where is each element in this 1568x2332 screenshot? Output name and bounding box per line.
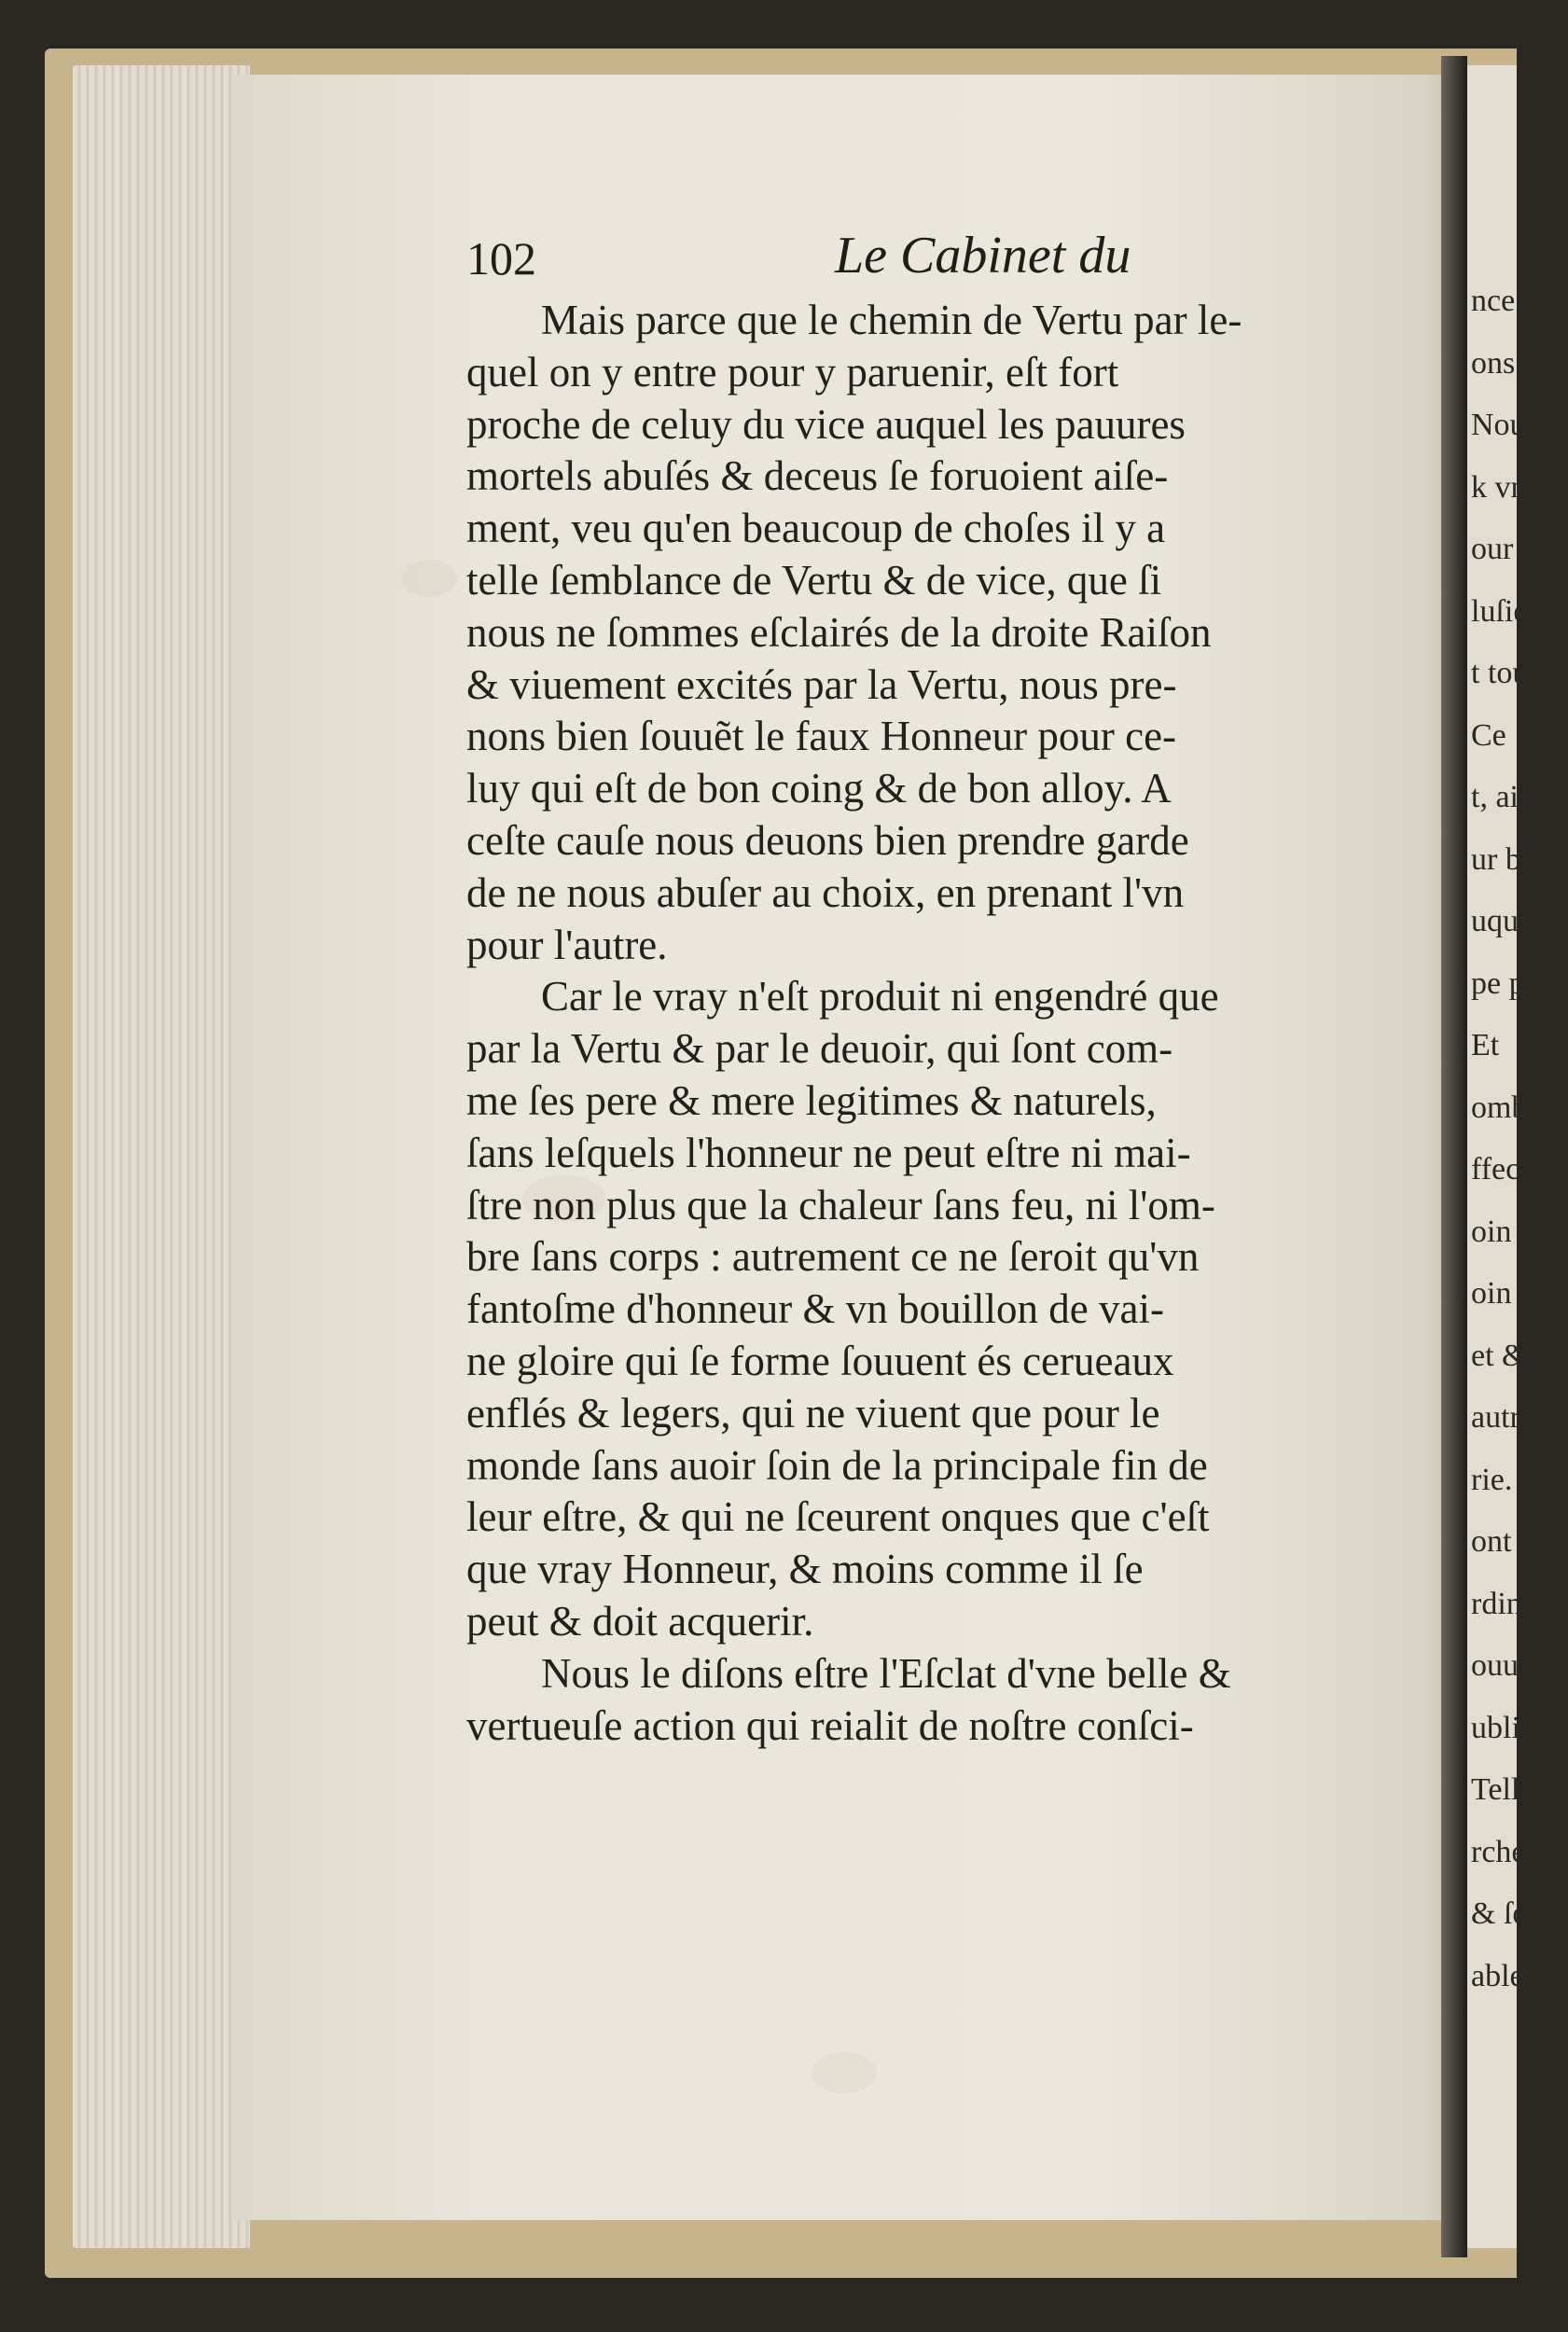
text-line: peut & doit acquerir. — [466, 1597, 814, 1645]
text-line: monde ſans auoir ſoin de la principale fin de — [466, 1441, 1208, 1489]
text-line: nons bien ſouuẽt le faux Honneur pour ce- — [466, 713, 1177, 760]
text-line: de ne nous abuſer au choix, en prenant l'vn — [466, 868, 1185, 916]
facing-page-line: oin e — [1471, 1276, 1534, 1311]
text-line: ſtre non plus que la chaleur ſans feu, ni l'om- — [466, 1181, 1215, 1228]
text-line: ne gloire qui ſe forme ſouuent és cerueaux — [466, 1337, 1174, 1384]
text-line: Mais parce que le chemin de Vertu par le- — [541, 297, 1242, 343]
text-line: que vray Honneur, & moins comme il ſe — [466, 1546, 1144, 1593]
text-line: leur eſtre, & qui ne ſceurent onques que c'eſt — [466, 1493, 1210, 1541]
text-line: telle ſemblance de Vertu & de vice, que ſi — [466, 556, 1162, 604]
text-line: vertueuſe action qui reialit de noſtre conſci- — [466, 1701, 1194, 1749]
text-line: & viuement excités par la Vertu, nous pre- — [466, 660, 1177, 708]
page-edges — [73, 65, 250, 2248]
text-line: Nous le diſons eſtre l'Eſclat d'vne belle & — [541, 1649, 1231, 1697]
text-line: pour l'autre. — [466, 921, 668, 968]
text-line: enflés & legers, qui ne viuent que pour le — [466, 1389, 1160, 1437]
text-line: ment, veu qu'en beaucoup de choſes il y a — [466, 505, 1166, 552]
facing-page-line: ombr — [1471, 1090, 1538, 1125]
facing-page-line: ons. — [1471, 345, 1523, 381]
facing-page-line: nce à la — [1471, 284, 1568, 318]
text-line: par la Vertu & par le deuoir, qui ſont com- — [466, 1025, 1173, 1073]
facing-page-text — [1471, 271, 1568, 2007]
facing-page-line: t, ain — [1471, 780, 1534, 814]
foxing-spot — [812, 2052, 877, 2093]
foxing-spot — [401, 560, 457, 597]
facing-page-line: autru — [1471, 1400, 1536, 1435]
facing-page-line: luſieu — [1471, 593, 1544, 629]
text-line: ſans leſquels l'honneur ne peut eſtre ni mai- — [466, 1129, 1191, 1176]
facing-page-line: our le — [1471, 532, 1545, 566]
facing-page-line: & ſe — [1471, 1896, 1527, 1931]
page-header — [466, 227, 1418, 297]
facing-page-line: ublic, — [1471, 1710, 1543, 1745]
facing-page-line: uquel — [1471, 904, 1542, 938]
text-line: ceſte cauſe nous deuons bien prendre garde — [466, 816, 1189, 864]
facing-page-line: Ce — [1471, 717, 1506, 753]
text-line: luy qui eſt de bon coing & de bon alloy. A — [466, 765, 1172, 812]
text-line: Car le vray n'eſt produit ni engendré que — [541, 973, 1219, 1020]
facing-page-line: ouuo — [1471, 1648, 1534, 1683]
facing-page-line: Nou — [1471, 408, 1526, 442]
facing-page-line: ur bi — [1471, 841, 1531, 877]
facing-page-line: ffectio — [1471, 1152, 1554, 1187]
book-gutter — [1441, 56, 1467, 2257]
facing-page-line: t tous — [1471, 656, 1541, 690]
facing-page-line: oin de — [1471, 1214, 1550, 1249]
page-number: 102 — [466, 232, 536, 285]
facing-page-line: et & t — [1471, 1338, 1544, 1373]
text-line: quel on y entre pour y paruenir, eſt fort — [466, 348, 1119, 396]
facing-page-line: ont p — [1471, 1524, 1535, 1559]
facing-page-line: ables — [1471, 1958, 1536, 1993]
text-line: nous ne ſommes eſclairés de la droite Raiſon — [466, 608, 1212, 656]
body-text — [466, 295, 1418, 1752]
text-line: me ſes pere & mere legitimes & naturels, — [466, 1076, 1157, 1124]
facing-page-line: rdina — [1471, 1586, 1536, 1621]
facing-page-line: k vne — [1471, 469, 1541, 505]
facing-page-line: rcher — [1471, 1834, 1536, 1869]
facing-page-line: Et — [1471, 1028, 1500, 1062]
running-head: Le Cabinet du — [835, 227, 1131, 285]
facing-page-line: rie. — [1471, 1462, 1513, 1497]
text-line: bre ſans corps : autrement ce ne ſeroit qu'vn — [466, 1233, 1200, 1281]
text-line: proche de celuy du vice auquel les pauures — [466, 400, 1186, 448]
facing-page-edge — [1467, 65, 1568, 2248]
facing-page-line: Tell — [1471, 1772, 1520, 1807]
text-line: mortels abuſés & deceus ſe foruoient aiſe- — [466, 452, 1169, 500]
facing-page-line: pe pu — [1471, 965, 1541, 1001]
text-line: fantoſme d'honneur & vn bouillon de vai- — [466, 1285, 1164, 1333]
